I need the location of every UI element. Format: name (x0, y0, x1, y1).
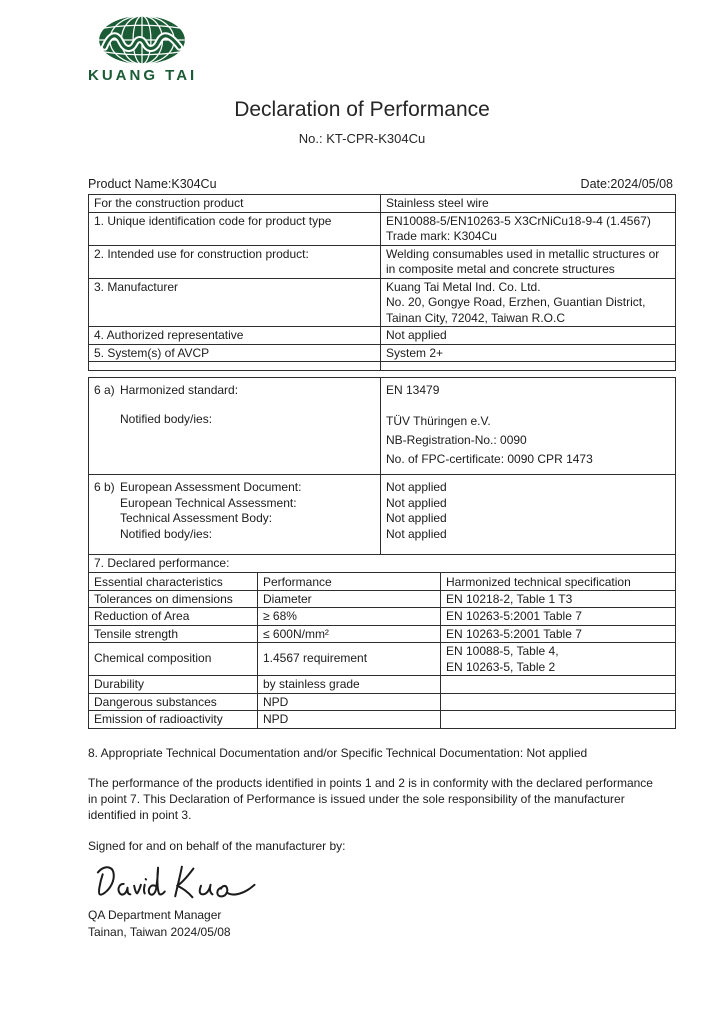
spec-cell (441, 676, 676, 694)
spec-line: EN 10088-5, Table 4, (446, 644, 559, 658)
performance-cell: ≤ 600N/mm² (258, 625, 441, 643)
col-harmonized-spec: Harmonized technical specification (441, 572, 676, 590)
company-name: KUANG TAI (88, 67, 198, 84)
spec-cell (441, 711, 676, 729)
performance-cell: 1.4567 requirement (258, 643, 441, 676)
row-label: 5. System(s) of AVCP (89, 344, 381, 362)
value-line: No. 20, Gongye Road, Erzhen, Guantian District, (386, 295, 646, 309)
characteristic-cell: Tensile strength (89, 625, 258, 643)
signer-title: QA Department Manager (88, 908, 222, 923)
performance-cell: NPD (258, 693, 441, 711)
signer-place-date: Tainan, Taiwan 2024/05/08 (88, 924, 231, 939)
row-value (381, 278, 676, 327)
section-number: 6 b) (94, 480, 115, 494)
row-value (381, 212, 676, 245)
table-row (89, 327, 676, 345)
value-line: in composite metal and concrete structures (386, 262, 615, 276)
declared-performance-title: 7. Declared performance: (89, 555, 676, 573)
signature-image (90, 860, 270, 902)
value-line: Not applied (386, 511, 447, 525)
row-value (381, 245, 676, 278)
value-line: Not applied (386, 526, 447, 541)
performance-row (89, 643, 676, 676)
performance-row (89, 590, 676, 608)
section-number: 6 a) (94, 383, 115, 397)
point-8-statement: 8. Appropriate Technical Documentation and/or Specific Technical Documentation: Not applied (88, 745, 588, 760)
performance-cell: Diameter (258, 590, 441, 608)
section-6b-row (89, 475, 676, 555)
table-row (89, 245, 676, 278)
row-value: Not applied (381, 327, 676, 345)
eta-label: European Technical Assessment: (120, 495, 297, 510)
document-number: No.: KT-CPR-K304Cu (298, 131, 426, 146)
row-label: 3. Manufacturer (89, 278, 381, 327)
value-line: Tainan City, 72042, Taiwan R.O.C (386, 310, 565, 325)
row-label: 4. Authorized representative (89, 327, 381, 345)
table-row (89, 278, 676, 327)
performance-row (89, 608, 676, 626)
value-line: Welding consumables used in metallic structures or (386, 246, 660, 261)
spec-cell: EN 10218-2, Table 1 T3 (441, 590, 676, 608)
declaration-table (88, 377, 676, 729)
notified-body-label: Notified body/ies: (120, 526, 213, 541)
value-line: Not applied (386, 480, 447, 494)
section-6a-labels (89, 378, 381, 475)
performance-row (89, 676, 676, 694)
section-7-title-row (89, 555, 676, 573)
performance-header-row (89, 572, 676, 590)
table-row-empty (89, 362, 676, 371)
value-line: Not applied (386, 495, 447, 510)
performance-row (89, 693, 676, 711)
spec-cell (441, 643, 676, 676)
characteristic-cell: Durability (89, 676, 258, 694)
page-title: Declaration of Performance (234, 98, 490, 121)
characteristic-cell: Tolerances on dimensions (89, 590, 258, 608)
performance-cell: NPD (258, 711, 441, 729)
section-6b-values (381, 475, 676, 555)
tab-label: Technical Assessment Body: (120, 511, 273, 525)
document-date: Date:2024/05/08 (580, 177, 673, 191)
table-row (89, 344, 676, 362)
nb-registration-no: NB-Registration-No.: 0090 (386, 432, 527, 447)
spec-cell: EN 10263-5:2001 Table 7 (441, 608, 676, 626)
empty-cell (89, 362, 381, 371)
characteristic-cell: Reduction of Area (89, 608, 258, 626)
signed-intro: Signed for and on behalf of the manufacturer by: (88, 839, 346, 854)
globe-w-icon (96, 15, 188, 65)
empty-cell (381, 362, 676, 371)
row-label: For the construction product (89, 195, 381, 213)
spec-cell (441, 693, 676, 711)
value-line: Trade mark: K304Cu (386, 229, 497, 243)
row-label: 1. Unique identification code for product type (89, 212, 381, 245)
fpc-certificate-no: No. of FPC-certificate: 0090 CPR 1473 (386, 451, 593, 466)
col-performance: Performance (258, 572, 441, 590)
product-name: Product Name:K304Cu (88, 177, 217, 191)
section-6a-values (381, 378, 676, 475)
row-label: 2. Intended use for construction product: (89, 245, 381, 278)
value-line: Kuang Tai Metal Ind. Co. Ltd. (386, 279, 541, 294)
performance-cell: by stainless grade (258, 676, 441, 694)
performance-cell: ≥ 68% (258, 608, 441, 626)
row-value: System 2+ (381, 344, 676, 362)
section-6b-labels (89, 475, 381, 555)
characteristic-cell: Emission of radioactivity (89, 711, 258, 729)
notified-body-name: TÜV Thüringen e.V. (386, 413, 491, 428)
performance-row (89, 711, 676, 729)
meta-row (88, 177, 673, 191)
row-value: Stainless steel wire (381, 195, 676, 213)
characteristic-cell: Dangerous substances (89, 693, 258, 711)
harmonized-standard-label: Harmonized standard: (120, 383, 239, 397)
company-logo (88, 0, 198, 84)
table-row (89, 195, 676, 213)
col-essential-characteristics: Essential characteristics (89, 572, 258, 590)
characteristic-cell: Chemical composition (89, 643, 258, 676)
product-info-table (88, 194, 676, 371)
harmonized-standard-value: EN 13479 (386, 383, 440, 397)
performance-row (89, 625, 676, 643)
conformity-statement: The performance of the products identified in points 1 and 2 is in conformity with the declared performance in point 7. This Declaration of Performance is issued under the sole responsibility of the manufacturer identified in point 3. (88, 776, 653, 822)
ead-label: European Assessment Document: (120, 480, 302, 494)
section-6a-row (89, 378, 676, 475)
value-line: EN10088-5/EN10263-5 X3CrNiCu18-9-4 (1.4567) (386, 213, 651, 228)
spec-cell: EN 10263-5:2001 Table 7 (441, 625, 676, 643)
table-row (89, 212, 676, 245)
spec-line: EN 10263-5, Table 2 (446, 659, 556, 674)
notified-body-label: Notified body/ies: (120, 411, 213, 426)
